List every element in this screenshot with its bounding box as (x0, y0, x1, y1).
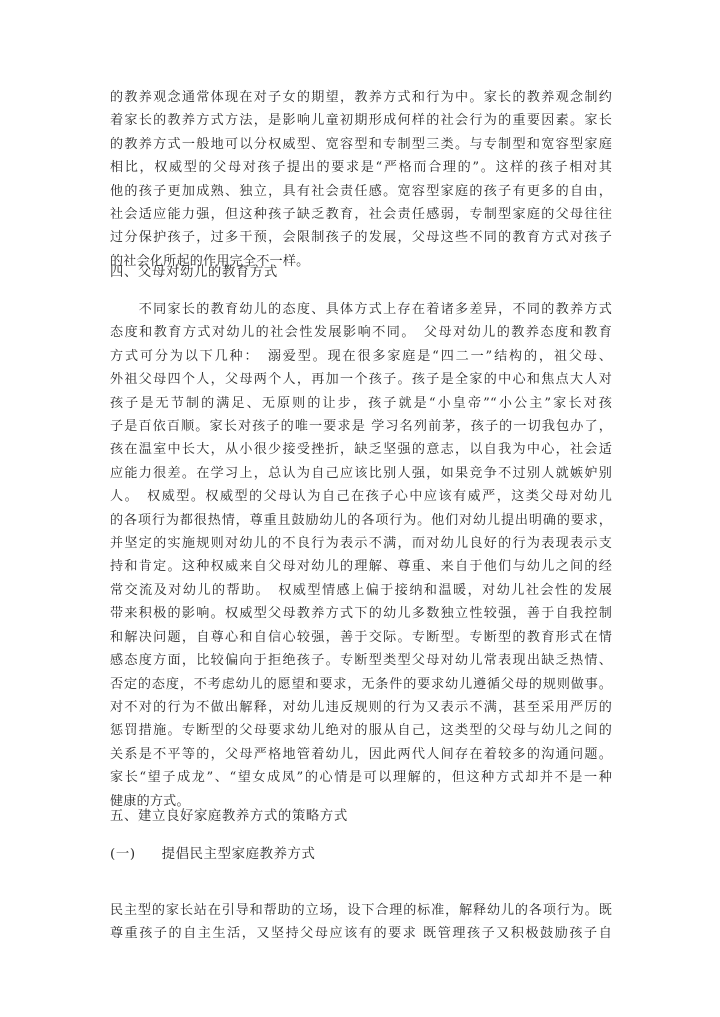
text-line: 持和肯定。这种权威来自父母对幼儿的理解、尊重、来自于他们与幼儿之间的经 (110, 559, 612, 575)
subsection-number: (一) (110, 847, 136, 862)
text-line: 否定的态度，不考虑幼儿的愿望和要求，无条件的要求幼儿遵循父母的规则做事。 (110, 676, 612, 692)
text-line: 的社会化所起的作用完全不一样。 (110, 253, 310, 269)
text-line: 态度和教育方式对幼儿的社会性发展影响不同。 父母对幼儿的教养态度和教育 (110, 325, 612, 341)
text-line: 过分保护孩子，过多干预，会限制孩子的发展，父母这些不同的教育方式对孩子 (110, 230, 612, 246)
text-line: 相比，权威型的父母对孩子提出的要求是“严格而合理的”。这样的孩子相对其 (110, 160, 612, 176)
text-line: 应能力很差。在学习上，总认为自己应该比别人强，如果竞争不过别人就嫉妒别 (110, 465, 612, 481)
paragraph-education-types (110, 298, 612, 813)
text-line: 对不对的行为不做出解释，对幼儿违反规则的行为又表示不满，甚至采用严厉的 (110, 699, 612, 715)
text-line: 和解决问题，自尊心和自信心较强，善于交际。专断型。专断型的教育形式在情 (110, 629, 612, 645)
text-line: 家长“望子成龙”、“望女成凤”的心情是可以理解的，但这种方式却并不是一种 (110, 770, 612, 786)
text-line: 感态度方面，比较偏向于拒绝孩子。专断型类型父母对幼儿常表现出缺乏热情、 (110, 653, 612, 669)
text-line: 他的孩子更加成熟、独立，具有社会责任感。宽容型家庭的孩子有更多的自由， (110, 183, 612, 199)
section-heading-5: 五、建立良好家庭教养方式的策略方式 (110, 809, 348, 824)
text-line: 人。 权威型。权威型的父母认为自己在孩子心中应该有威严，这类父母对幼儿 (110, 489, 612, 505)
text-line: 带来积极的影响。权威型父母教养方式下的幼儿多数独立性较强，善于自我控制 (110, 606, 612, 622)
text-line: 惩罚措施。专断型的父母要求幼儿绝对的服从自己，这类型的父母与幼儿之间的 (110, 723, 612, 739)
subsection-title: 提倡民主型家庭教养方式 (161, 847, 316, 862)
paragraph-parenting-styles (110, 86, 612, 273)
text-line: 社会适应能力强，但这种孩子缺乏教育，社会责任感弱，专制型家庭的父母往往 (110, 207, 612, 223)
text-line: 健康的方式。 (110, 793, 190, 809)
text-line: 的各项行为都很热情，尊重且鼓励幼儿的各项行为。他们对幼儿提出明确的要求， (110, 512, 612, 528)
text-line: 方式可分为以下几种： 溺爱型。现在很多家庭是“四二一”结构的，祖父母、 (110, 348, 612, 364)
subsection-heading (110, 844, 612, 866)
text-line: 的教养方式一般地可以分权威型、宽容型和专制型三类。与专制型和宽容型家庭 (110, 136, 612, 152)
text-line: 的教养观念通常体现在对子女的期望，教养方式和行为中。家长的教养观念制约 (110, 90, 612, 105)
text-line: 关系是不平等的，父母严格地管着幼儿，因此两代人间存在着较多的沟通问题。 (110, 746, 612, 762)
text-line: 并坚定的实施规则对幼儿的不良行为表示不满，而对幼儿良好的行为表现表示支 (110, 536, 612, 552)
text-line: 外祖父母四个人，父母两个人，再加一个孩子。孩子是全家的中心和焦点大人对 (110, 372, 612, 388)
text-line: 常交流及对幼儿的帮助。 权威型情感上偏于接纳和温暖，对幼儿社会性的发展 (110, 582, 612, 598)
text-line: 尊重孩子的自主生活，又坚持父母应该有的要求 既管理孩子又积极鼓励孩子自 (110, 926, 612, 942)
text-line: 孩在温室中长大，从小很少接受挫折，缺乏坚强的意志，以自我为中心，社会适 (110, 442, 612, 458)
text-line: 孩子是无节制的满足、无原则的让步，孩子就是“小皇帝”“小公主”家长对孩 (110, 395, 612, 411)
section-heading-4: 四、父母对幼儿的教育方式 (110, 265, 278, 280)
text-line: 着家长的教养方式方法，是影响儿童初期形成何样的社会行为的重要因素。家长 (110, 113, 612, 129)
text-line: 民主型的家长站在引导和帮助的立场，设下合理的标准，解释幼儿的各项行为。既 (110, 903, 612, 918)
text-line: 不同家长的教育幼儿的态度、具体方式上存在着诸多差异，不同的教养方式 (110, 302, 612, 317)
text-line: 子是百依百顺。家长对孩子的唯一要求是 学习名列前茅，孩子的一切我包办了， (110, 419, 612, 435)
paragraph-democratic-parenting (110, 899, 612, 946)
